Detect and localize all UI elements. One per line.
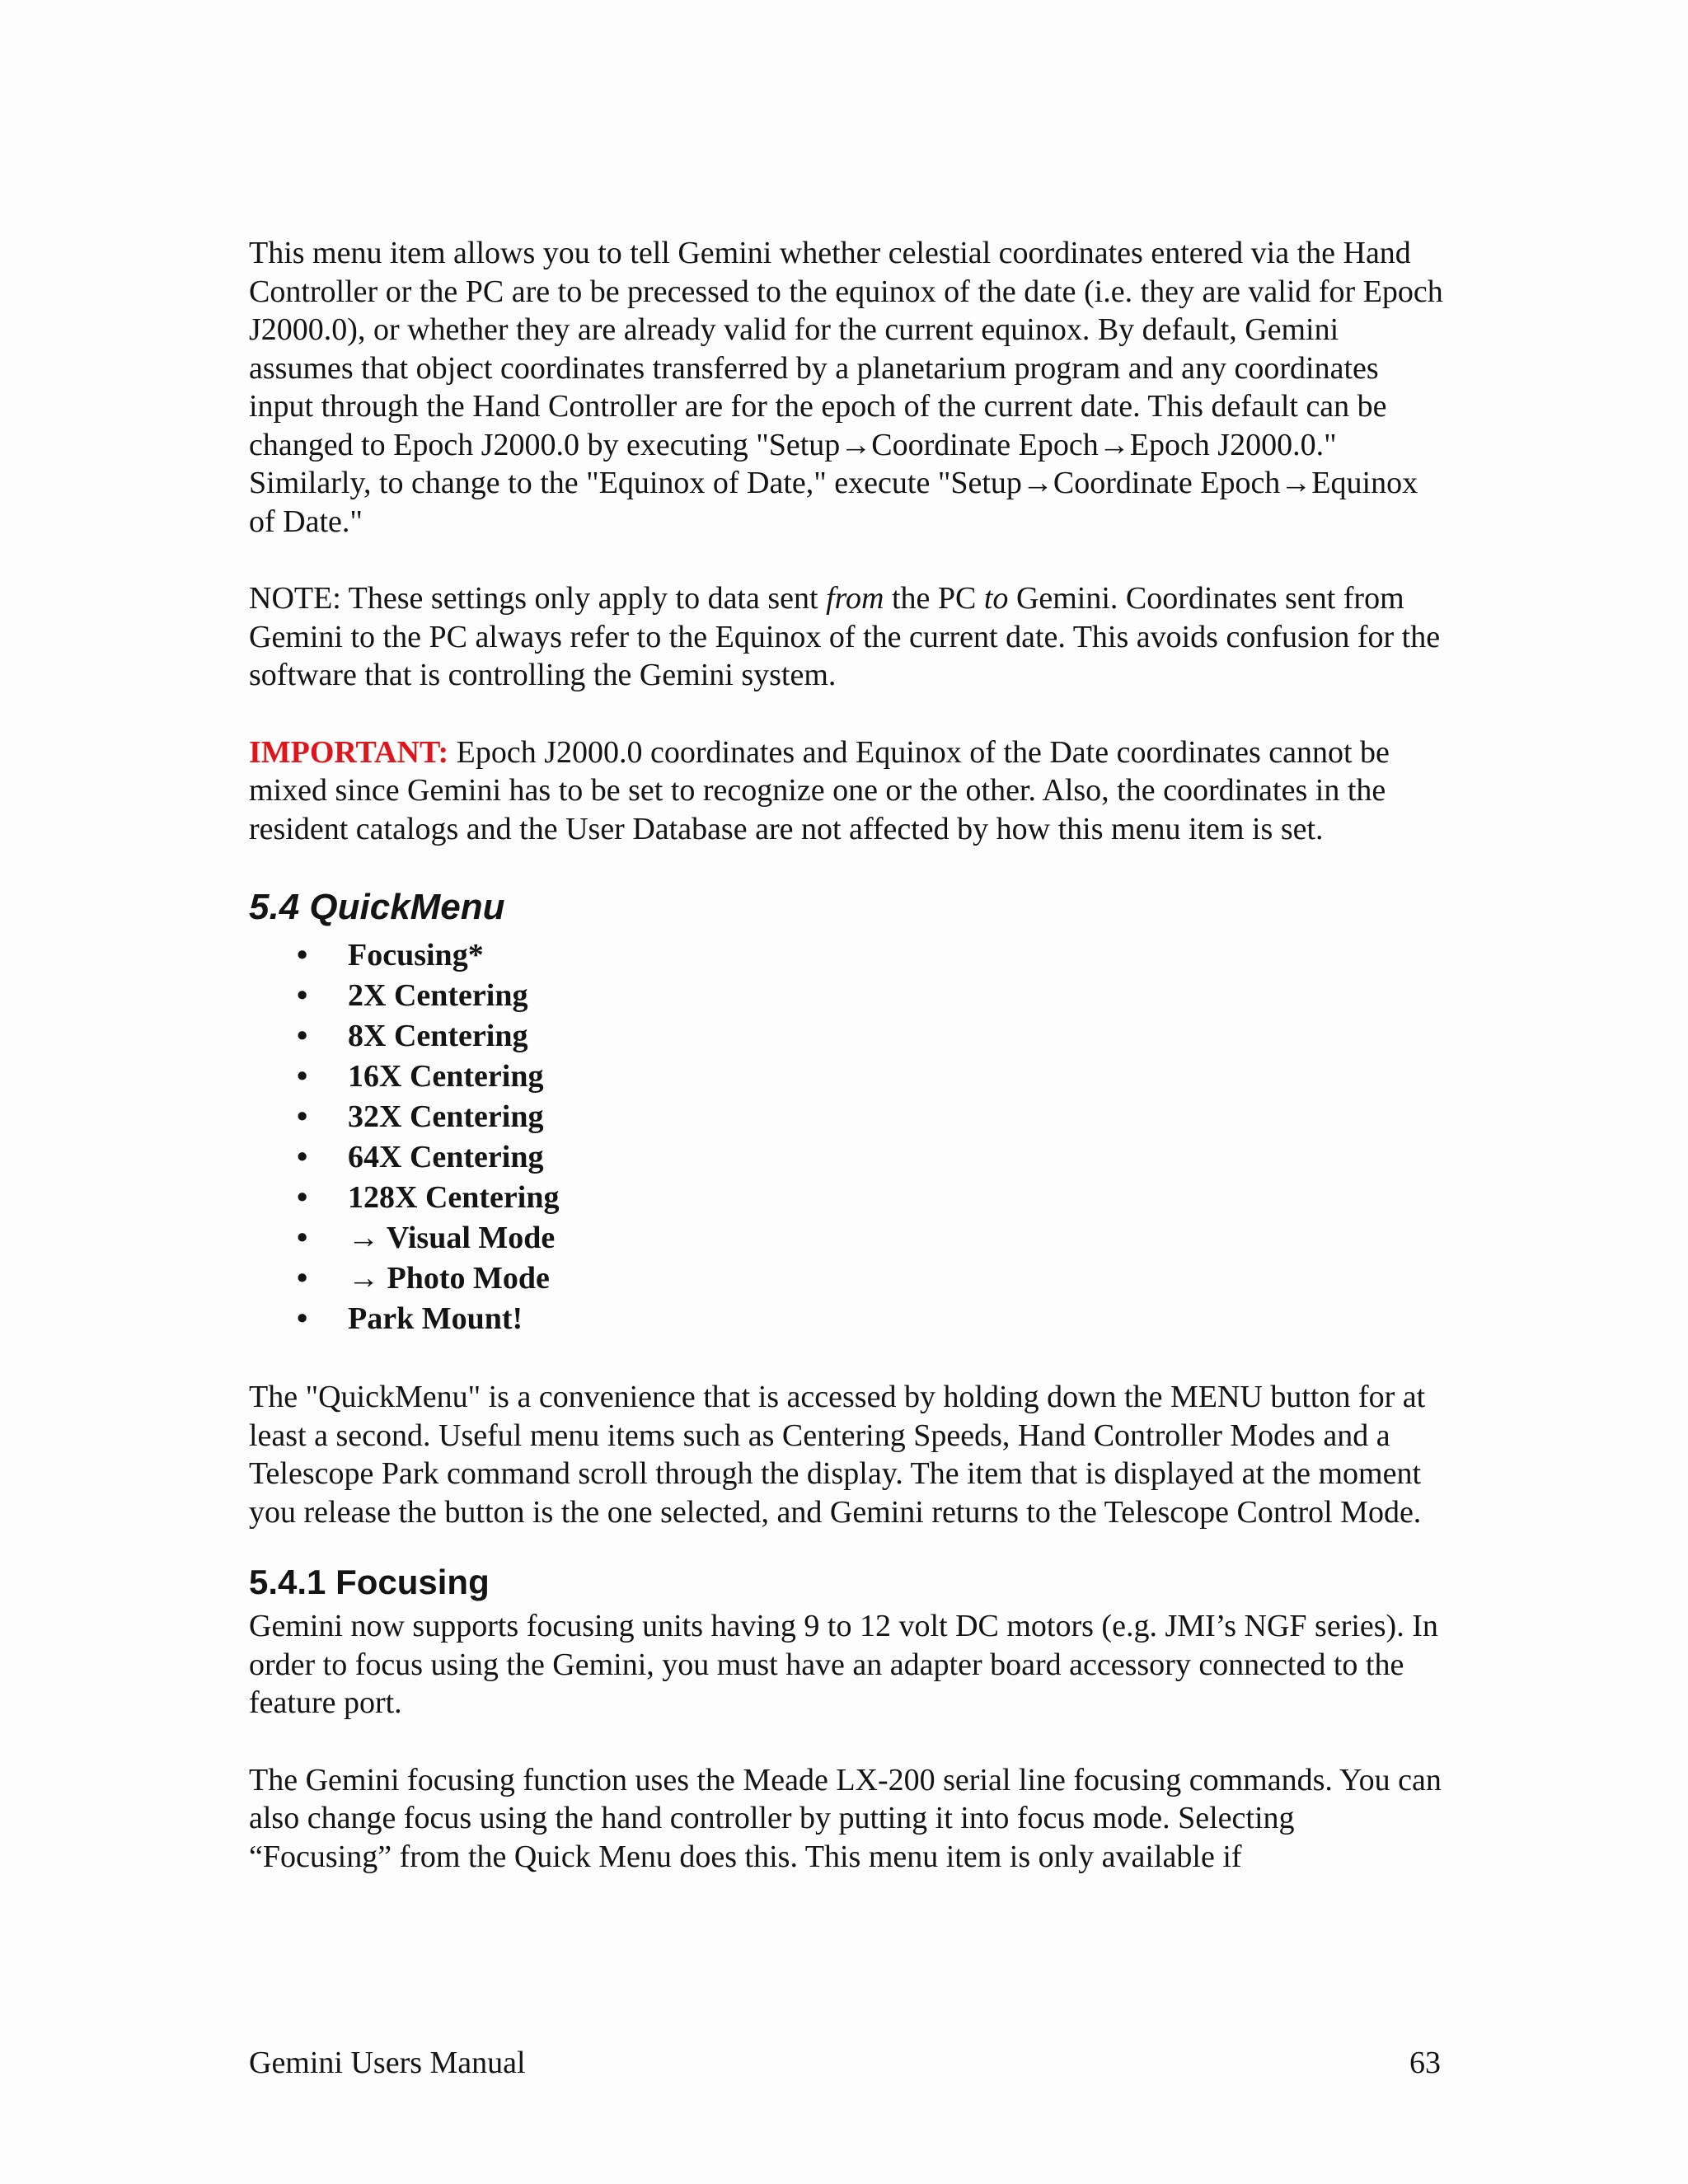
footer-title: Gemini Users Manual <box>249 2046 526 2080</box>
bullet: • <box>297 1059 308 1094</box>
important-text: Epoch J2000.0 coordinates and Equinox of the Date coordinates cannot be mixed since Gemini has to be set to recognize one or the other. Also, the coordinates in the resident catalogs and the User Database are not affected by how this menu item is set. <box>249 734 1390 846</box>
list-item <box>249 935 1444 976</box>
list-item <box>249 1178 1444 1218</box>
list-item-label: 64X Centering <box>348 1140 544 1174</box>
list-item-label: Focusing* <box>348 938 484 972</box>
focusing-paragraph-1: Gemini now supports focusing units having 9 to 12 volt DC motors (e.g. JMI’s NGF series). In order to focus using the Gemini, you must have an adapter board accessory connected to the feature port. <box>249 1609 1438 1720</box>
note-to: to <box>983 581 1009 616</box>
important-label: IMPORTANT: <box>249 734 449 770</box>
list-item <box>249 1299 1444 1339</box>
note-text-b: the PC <box>884 581 984 616</box>
list-item-label: → Photo Mode <box>348 1261 550 1296</box>
focusing-paragraph-2: The Gemini focusing function uses the Meade LX-200 serial line focusing commands. You can also change focus using the hand controller by putting it into focus mode. Selecting “Focusing” from the Quick Menu does this. This menu item is only available if <box>249 1762 1442 1874</box>
list-item-label: Park Mount! <box>348 1301 523 1336</box>
list-item-label: → Visual Mode <box>348 1221 556 1255</box>
note-text-a: NOTE: These settings only apply to data sent <box>249 581 827 616</box>
list-item-label: 8X Centering <box>348 1019 528 1053</box>
note-paragraph <box>249 579 1444 695</box>
epoch-paragraph: This menu item allows you to tell Gemini whether celestial coordinates entered via the Hand Controller or the PC are to be precessed to the equinox of the date (i.e. they are valid for Epoch J2000.0), or whether they are already valid for the current equinox. By default, Gemini assumes that object coordinates transferred by a planetarium program and any coordinates input through the Hand Controller are for the epoch of the current date. This default can be changed to Epoch J2000.0 by executing "Setup→Coordinate Epoch→Epoch J2000.0." Similarly, to change to the "Equinox of Date," execute "Setup→Coordinate Epoch→Equinox of Date." <box>249 236 1443 539</box>
page-footer <box>249 2044 1441 2082</box>
quickmenu-description: The "QuickMenu" is a convenience that is accessed by holding down the MENU button for at least a second. Useful menu items such as Centering Speeds, Hand Controller Modes and a Telescope Park command scroll through the display. The item that is displayed at the moment you release the button is the one selected, and Gemini returns to the Telescope Control Mode. <box>249 1380 1426 1530</box>
bullet: • <box>297 1301 308 1336</box>
list-item <box>249 976 1444 1016</box>
bullet: • <box>297 1261 308 1296</box>
spacer <box>249 1339 1444 1378</box>
page-content <box>249 234 1444 1876</box>
note-text-c: Gemini. Coordinates sent from Gemini to the PC always refer to the Equinox of the current date. This avoids confusion for the software that is controlling the Gemini system. <box>249 581 1441 692</box>
list-item-label: 2X Centering <box>348 978 528 1013</box>
spacer <box>249 541 1444 579</box>
bullet: • <box>297 978 308 1013</box>
spacer <box>249 695 1444 733</box>
list-item-label: 16X Centering <box>348 1059 544 1094</box>
list-item <box>249 1057 1444 1097</box>
list-item-label: 128X Centering <box>348 1180 560 1215</box>
list-item <box>249 1016 1444 1057</box>
list-item <box>249 1137 1444 1178</box>
bullet: • <box>297 1140 308 1174</box>
list-item <box>249 1258 1444 1299</box>
page-number: 63 <box>1409 2046 1441 2080</box>
bullet: • <box>297 1019 308 1053</box>
quickmenu-list <box>249 935 1444 1339</box>
note-from: from <box>826 581 884 616</box>
important-paragraph <box>249 733 1444 849</box>
bullet: • <box>297 1180 308 1215</box>
section-heading-quickmenu: 5.4 QuickMenu <box>249 887 505 927</box>
bullet: • <box>297 1221 308 1255</box>
subsection-heading-focusing: 5.4.1 Focusing <box>249 1563 490 1601</box>
list-item-label: 32X Centering <box>348 1099 544 1134</box>
bullet: • <box>297 1099 308 1134</box>
list-item <box>249 1097 1444 1137</box>
spacer <box>249 1722 1444 1761</box>
list-item <box>249 1218 1444 1258</box>
bullet: • <box>297 938 308 972</box>
